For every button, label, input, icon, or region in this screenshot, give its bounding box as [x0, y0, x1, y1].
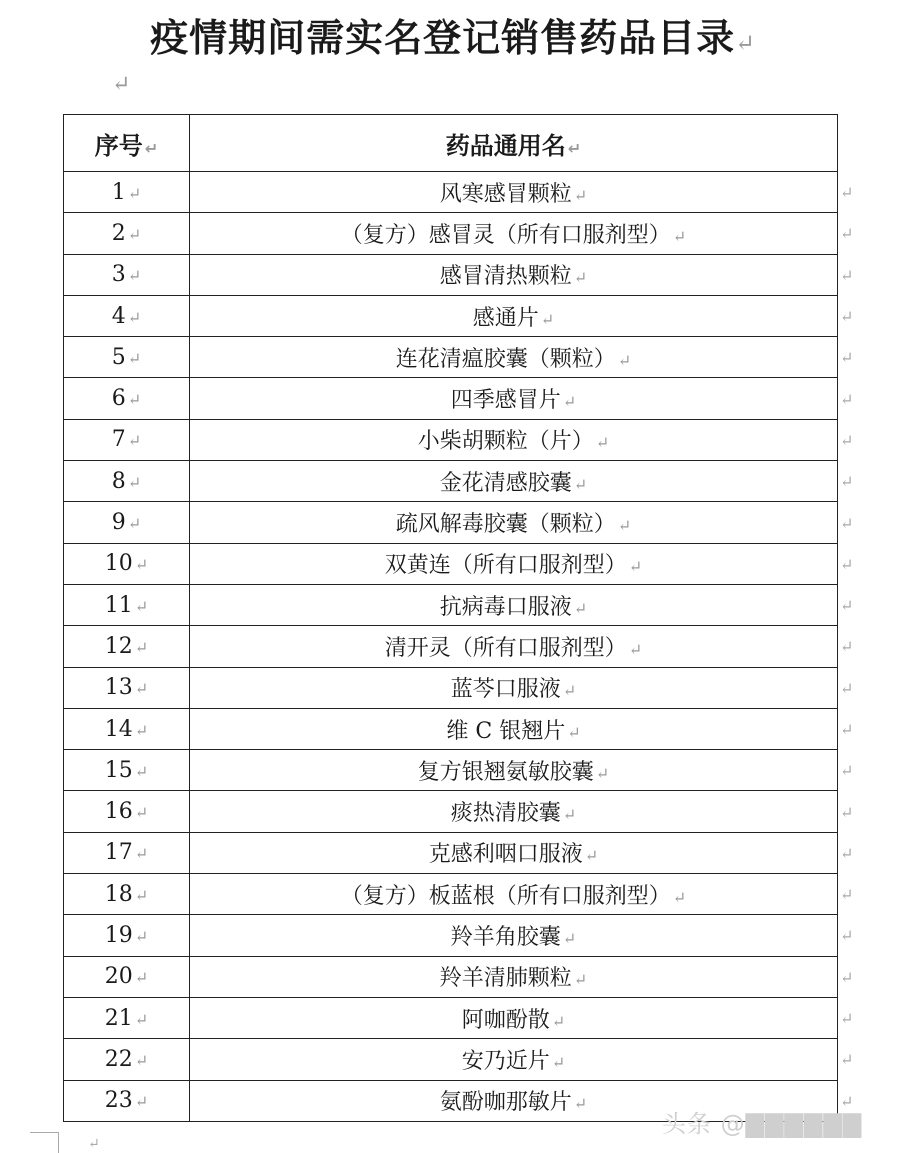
return-mark-icon: ↵ — [88, 1136, 100, 1152]
table-row — [64, 419, 838, 460]
drug-name: （复方）板蓝根（所有口服剂型） ↵ — [190, 874, 838, 915]
drug-name: 感冒清热颗粒 ↵ — [190, 254, 838, 295]
return-mark-icon: ↵ — [628, 557, 643, 577]
return-mark-icon: ↵ — [672, 226, 687, 246]
table-row — [64, 956, 838, 997]
return-mark-icon: ↵ — [617, 516, 632, 536]
row-number: 14 ↵ — [64, 708, 190, 749]
return-mark-icon: ↵ — [127, 390, 142, 410]
drug-name: 羚羊角胶囊 ↵ — [190, 915, 838, 956]
return-mark-icon: ↵ — [840, 885, 854, 905]
return-mark-icon: ↵ — [573, 598, 588, 618]
row-number: 21 ↵ — [64, 997, 190, 1038]
table-row — [64, 172, 838, 213]
return-mark-icon: ↵ — [551, 1011, 566, 1031]
return-mark-icon: ↵ — [573, 1094, 588, 1114]
return-mark-icon: ↵ — [840, 389, 854, 409]
return-mark-icon: ↵ — [127, 514, 142, 534]
return-mark-icon: ↵ — [840, 637, 854, 657]
return-mark-icon: ↵ — [562, 392, 577, 412]
return-mark-icon: ↵ — [840, 1050, 854, 1070]
return-mark-icon: ↵ — [134, 761, 149, 781]
return-mark-icon: ↵ — [127, 266, 142, 286]
row-number: 4 ↵ — [64, 295, 190, 336]
return-mark-icon: ↵ — [134, 844, 149, 864]
page-corner-mark — [30, 1132, 59, 1153]
return-mark-icon: ↵ — [134, 885, 149, 905]
row-number: 12 ↵ — [64, 626, 190, 667]
row-number: 18 ↵ — [64, 874, 190, 915]
return-mark-icon: ↵ — [127, 348, 142, 368]
return-mark-icon: ↵ — [567, 722, 581, 742]
return-mark-icon: ↵ — [562, 805, 577, 825]
return-mark-icon: ↵ — [134, 555, 149, 575]
return-mark-icon: ↵ — [562, 681, 577, 701]
return-mark-icon: ↵ — [127, 183, 142, 203]
drug-name: 安乃近片 ↵ — [190, 1039, 838, 1080]
drug-name: （复方）感冒灵（所有口服剂型） ↵ — [190, 213, 838, 254]
return-mark-icon: ↵ — [134, 926, 149, 946]
return-mark-icon: ↵ — [840, 513, 854, 533]
drug-name: 双黄连（所有口服剂型） ↵ — [190, 543, 838, 584]
return-mark-icon: ↵ — [840, 554, 854, 574]
row-number: 11 ↵ — [64, 584, 190, 625]
return-mark-icon: ↵ — [134, 1009, 149, 1029]
watermark: 头条 @▇▇▇▇▇▇ — [662, 1110, 863, 1138]
return-mark-icon: ↵ — [617, 350, 632, 370]
drug-name: 维 C 银翘片 ↵ — [190, 708, 838, 749]
table-row — [64, 874, 838, 915]
header-no: 序号 ↵ — [64, 115, 190, 172]
return-mark-icon: ↵ — [840, 430, 854, 450]
row-number: 2 ↵ — [64, 213, 190, 254]
drug-name: 小柴胡颗粒（片） ↵ — [190, 419, 838, 460]
row-number: 15 ↵ — [64, 750, 190, 791]
return-mark-icon: ↵ — [840, 720, 854, 739]
return-mark-icon: ↵ — [628, 639, 643, 659]
drug-name: 复方银翘氨敏胶囊 ↵ — [190, 750, 838, 791]
return-mark-icon: ↵ — [840, 843, 854, 863]
table-row — [64, 750, 838, 791]
table-row — [64, 791, 838, 832]
drug-table — [63, 114, 838, 1122]
return-mark-icon: ↵ — [540, 309, 555, 329]
return-mark-icon: ↵ — [840, 596, 854, 616]
table-row — [64, 708, 838, 749]
drug-name: 感通片 ↵ — [190, 295, 838, 336]
table-row — [64, 543, 838, 584]
drug-name: 风寒感冒颗粒 ↵ — [190, 172, 838, 213]
return-mark-icon: ↵ — [573, 185, 588, 205]
table-header-row — [64, 115, 838, 172]
row-number: 1 ↵ — [64, 172, 190, 213]
drug-name: 四季感冒片 ↵ — [190, 378, 838, 419]
row-number: 10 ↵ — [64, 543, 190, 584]
table-row — [64, 915, 838, 956]
table-row — [64, 295, 838, 336]
header-name: 药品通用名 ↵ — [190, 115, 838, 172]
return-mark-icon: ↵ — [840, 802, 854, 822]
return-mark-icon: ↵ — [551, 1052, 566, 1072]
table-row — [64, 254, 838, 295]
drug-name: 抗病毒口服液 ↵ — [190, 584, 838, 625]
drug-name: 清开灵（所有口服剂型） ↵ — [190, 626, 838, 667]
table-row — [64, 584, 838, 625]
return-mark-icon: ↵ — [573, 474, 588, 494]
row-number: 19 ↵ — [64, 915, 190, 956]
row-number: 20 ↵ — [64, 956, 190, 997]
return-mark-icon: ↵ — [840, 1091, 854, 1111]
return-mark-icon: ↵ — [134, 637, 149, 657]
drug-name: 痰热清胶囊 ↵ — [190, 791, 838, 832]
return-mark-icon: ↵ — [840, 967, 854, 987]
drug-name: 疏风解毒胶囊（颗粒） ↵ — [190, 502, 838, 543]
return-mark-icon: ↵ — [573, 970, 588, 990]
return-mark-icon: ↵ — [584, 846, 599, 866]
drug-name: 连花清瘟胶囊（颗粒） ↵ — [190, 337, 838, 378]
return-mark-icon: ↵ — [840, 183, 854, 203]
return-mark-icon: ↵ — [134, 1050, 149, 1070]
return-mark-icon: ↵ — [562, 928, 577, 948]
return-mark-icon: ↵ — [840, 1009, 854, 1029]
table-row — [64, 213, 838, 254]
return-mark-icon: ↵ — [134, 720, 149, 740]
row-number: 3 ↵ — [64, 254, 190, 295]
return-mark-icon: ↵ — [134, 679, 149, 699]
return-mark-icon: ↵ — [595, 763, 610, 783]
return-mark-icon: ↵ — [127, 307, 142, 327]
row-number: 9 ↵ — [64, 502, 190, 543]
return-mark-icon: ↵ — [672, 887, 687, 907]
return-mark-icon: ↵ — [127, 431, 142, 451]
return-mark-icon: ↵ — [840, 472, 854, 492]
return-mark-icon: ↵ — [144, 138, 159, 158]
drug-name: 蓝芩口服液 ↵ — [190, 667, 838, 708]
row-number: 7 ↵ — [64, 419, 190, 460]
row-number: 22 ↵ — [64, 1039, 190, 1080]
return-mark-icon: ↵ — [567, 138, 582, 158]
drug-name: 羚羊清肺颗粒 ↵ — [190, 956, 838, 997]
return-mark-icon: ↵ — [840, 307, 854, 327]
document-title — [0, 12, 906, 69]
row-number: 13 ↵ — [64, 667, 190, 708]
return-mark-icon: ↵ — [573, 268, 588, 288]
table-row — [64, 1039, 838, 1080]
row-number: 17 ↵ — [64, 832, 190, 873]
drug-name: 氨酚咖那敏片 ↵ — [190, 1080, 838, 1121]
table-row — [64, 502, 838, 543]
return-mark-icon: ↵ — [840, 761, 854, 781]
row-number: 6 ↵ — [64, 378, 190, 419]
return-mark-icon: ↵ — [134, 803, 149, 823]
title-text: 疫情期间需实名登记销售药品目录 — [150, 15, 736, 60]
return-mark-icon: ↵ — [134, 968, 149, 988]
return-mark-icon: ↵ — [840, 678, 854, 698]
table-row — [64, 832, 838, 873]
return-mark-icon: ↵ — [840, 348, 854, 368]
return-mark-icon: ↵ — [840, 265, 854, 285]
return-mark-icon: ↵ — [127, 472, 142, 492]
table-row — [64, 461, 838, 502]
table-row — [64, 378, 838, 419]
row-number: 16 ↵ — [64, 791, 190, 832]
return-mark-icon: ↵ — [840, 926, 854, 946]
table-row — [64, 667, 838, 708]
return-mark-icon: ↵ — [840, 224, 854, 244]
drug-name: 金花清感胶囊 ↵ — [190, 461, 838, 502]
return-mark-icon: ↵ — [134, 596, 149, 616]
table-row — [64, 626, 838, 667]
return-mark-icon: ↵ — [735, 29, 756, 57]
drug-name: 阿咖酚散 ↵ — [190, 997, 838, 1038]
return-mark-icon: ↵ — [112, 72, 131, 97]
table-row — [64, 337, 838, 378]
return-mark-icon: ↵ — [127, 224, 142, 244]
row-number: 8 ↵ — [64, 461, 190, 502]
return-mark-icon: ↵ — [595, 433, 610, 453]
return-mark-icon: ↵ — [134, 1092, 149, 1112]
drug-name: 克感利咽口服液 ↵ — [190, 832, 838, 873]
row-number: 5 ↵ — [64, 337, 190, 378]
table-row — [64, 997, 838, 1038]
row-number: 23 ↵ — [64, 1080, 190, 1121]
